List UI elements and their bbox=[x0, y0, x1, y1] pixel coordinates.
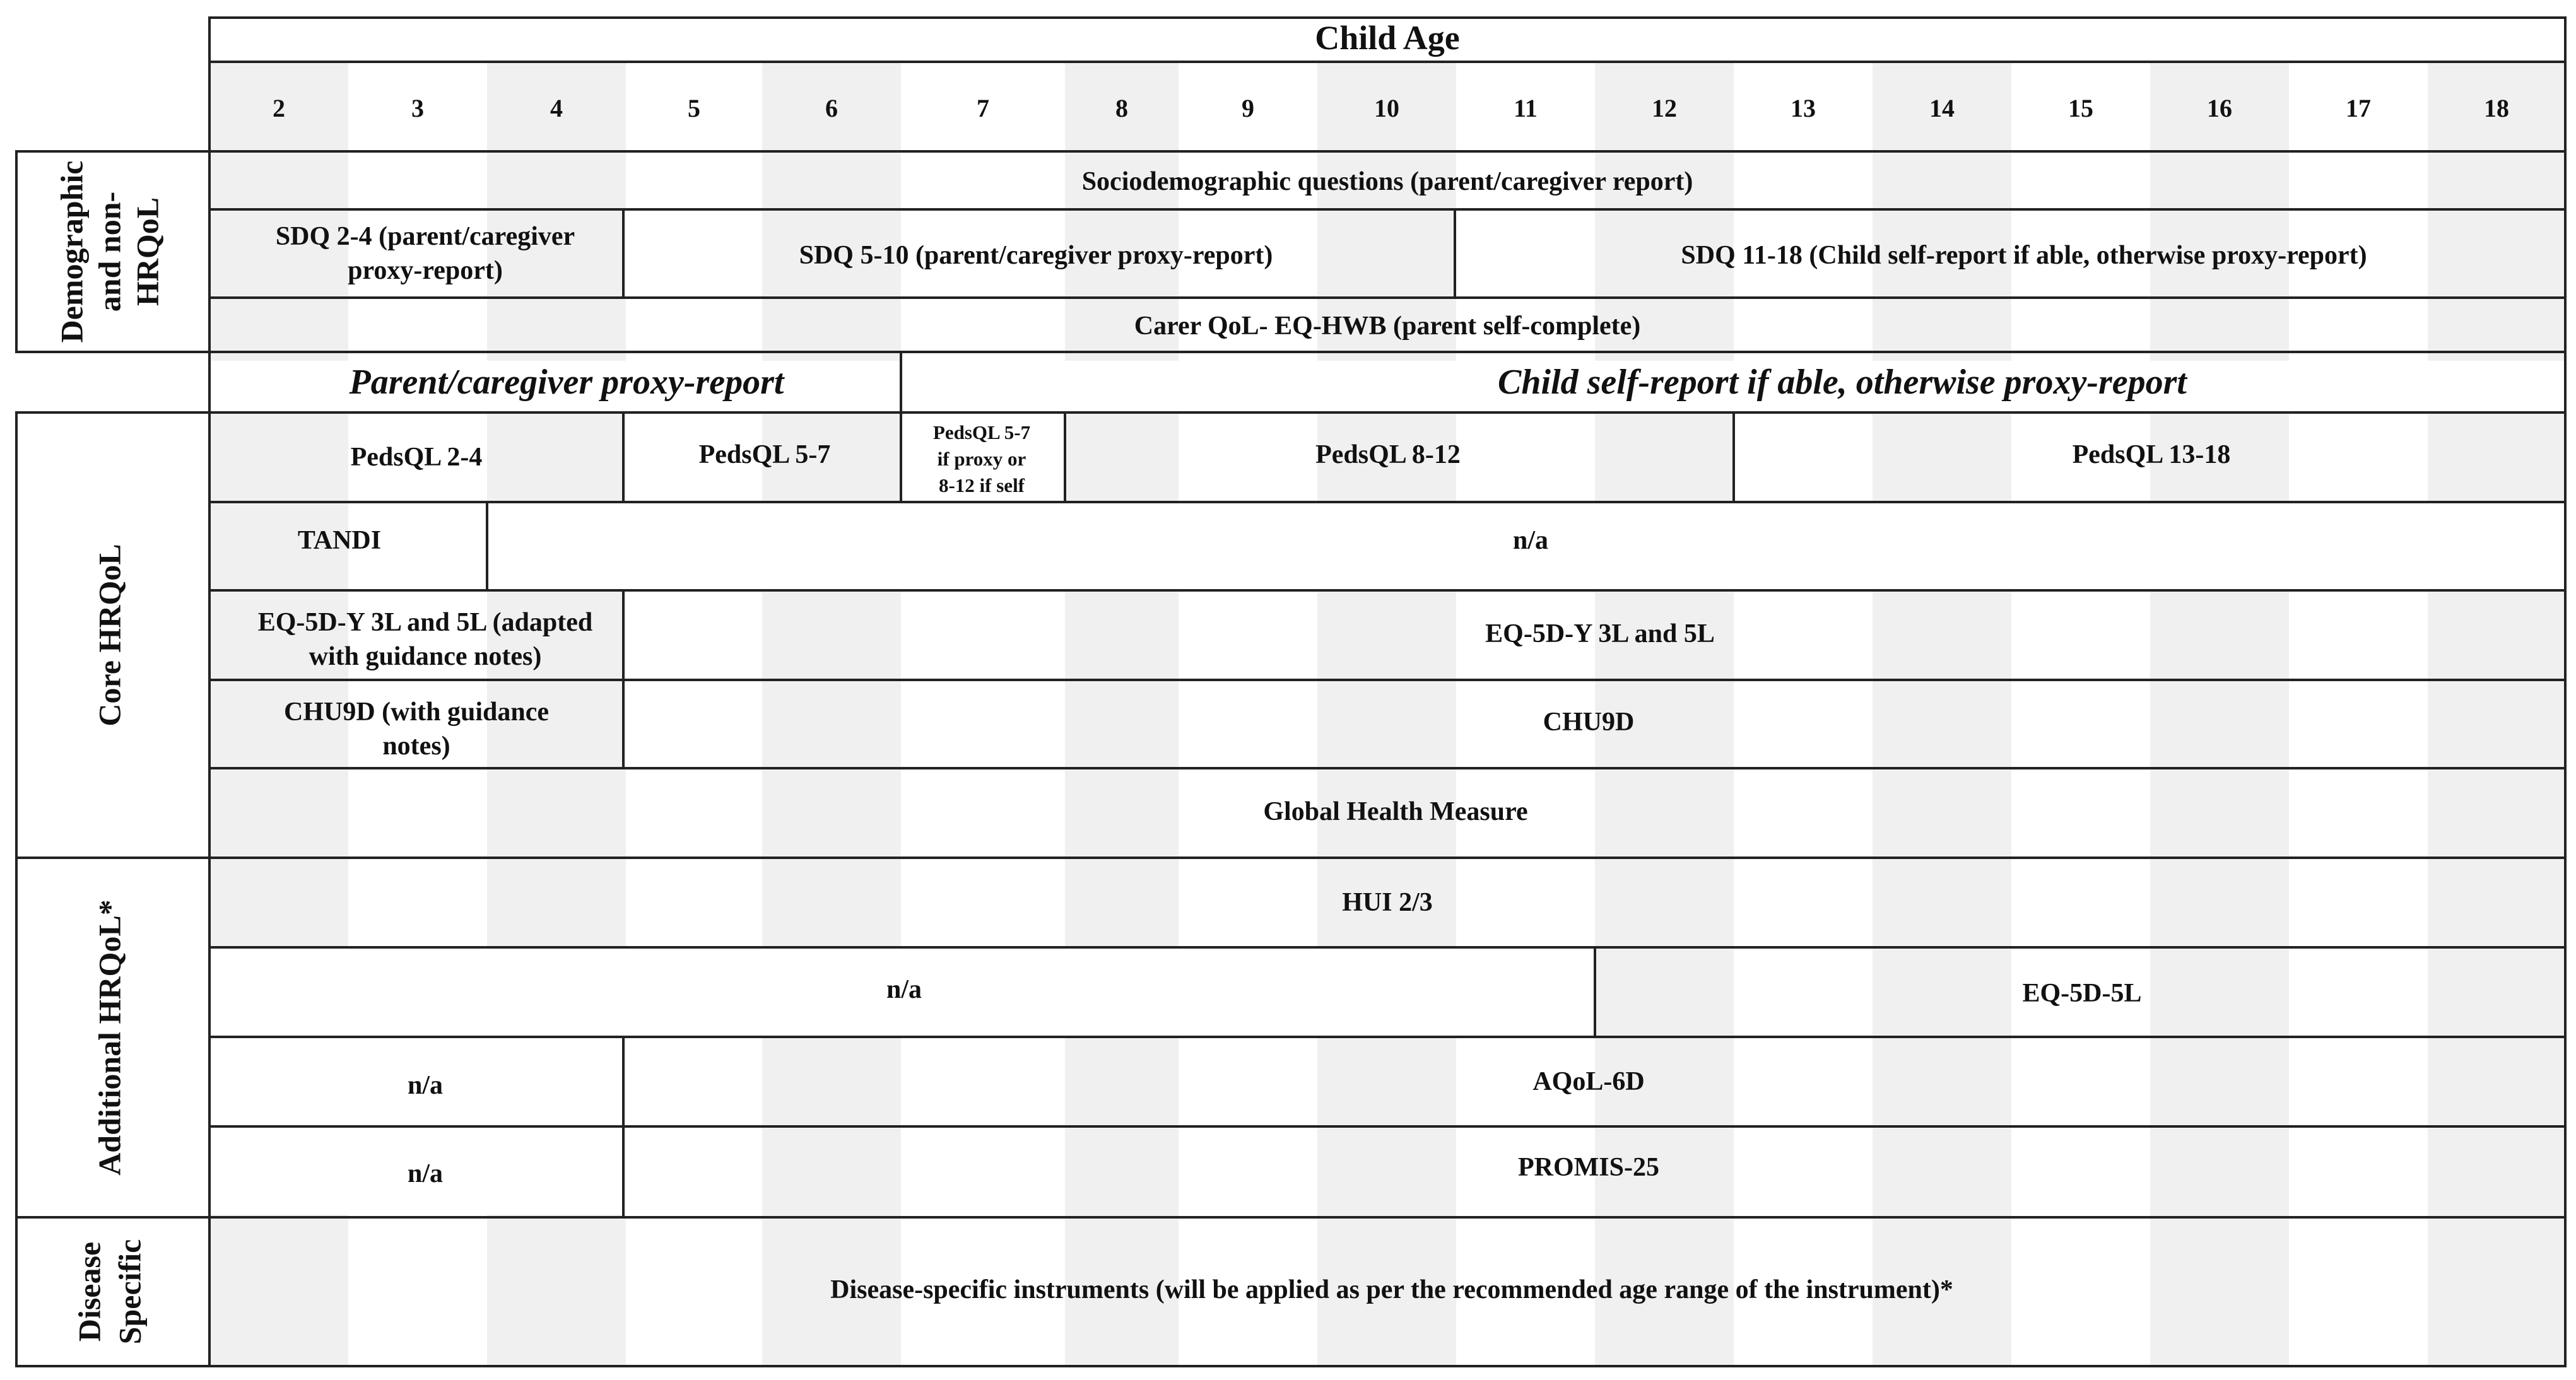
age-label: 9 bbox=[1242, 94, 1254, 122]
cell-global-health: Global Health Measure bbox=[1263, 797, 1528, 826]
age-label: 6 bbox=[825, 94, 838, 122]
cell-tandi: TANDI bbox=[297, 526, 382, 555]
section-label-line: Disease bbox=[71, 1241, 107, 1342]
section-label-additional bbox=[91, 899, 127, 1176]
cell-promis-na: n/a bbox=[407, 1159, 444, 1188]
cell-pedsql-age7-line3: 8-12 if self bbox=[938, 474, 1025, 496]
cell-pedsql-age7-line1: PedsQL 5-7 bbox=[932, 421, 1031, 443]
age-label: 4 bbox=[550, 94, 563, 122]
age-label: 16 bbox=[2207, 94, 2232, 122]
cell-eq5d5l-na: n/a bbox=[886, 975, 922, 1004]
cell-eq5dy-adapted-line1: EQ-5D-Y 3L and 5L (adapted bbox=[257, 608, 593, 637]
section-label-line: and non- bbox=[91, 191, 127, 312]
age-label: 13 bbox=[1791, 94, 1816, 122]
age-label: 11 bbox=[1514, 94, 1538, 122]
cell-sdq-5-10: SDQ 5-10 (parent/caregiver proxy-report) bbox=[799, 241, 1273, 270]
cell-sociodemographic: Sociodemographic questions (parent/caregiver report) bbox=[1081, 167, 1693, 196]
report-type-self: Child self-report if able, otherwise proxy-report bbox=[1498, 363, 2187, 402]
cell-chu9d-guidance-line1: CHU9D (with guidance bbox=[283, 698, 550, 727]
age-label: 15 bbox=[2068, 94, 2093, 122]
cell-promis: PROMIS-25 bbox=[1518, 1153, 1659, 1182]
section-label-core bbox=[91, 544, 127, 726]
section-label-text: Core HRQoL bbox=[91, 544, 127, 727]
cell-eq5dy: EQ-5D-Y 3L and 5L bbox=[1485, 619, 1715, 648]
shade-col-18 bbox=[2428, 62, 2565, 1366]
cell-pedsql-5-7: PedsQL 5-7 bbox=[698, 440, 831, 469]
age-label: 3 bbox=[411, 94, 424, 122]
report-type-proxy: Parent/caregiver proxy-report bbox=[349, 363, 784, 402]
age-label: 10 bbox=[1374, 94, 1399, 122]
age-label: 8 bbox=[1115, 94, 1128, 122]
cell-eq5d5l: EQ-5D-5L bbox=[2022, 979, 2142, 1008]
section-label-line: Specific bbox=[112, 1239, 148, 1345]
cell-aqol-na: n/a bbox=[407, 1071, 444, 1100]
cell-pedsql-2-4: PedsQL 2-4 bbox=[350, 443, 483, 472]
cell-sdq-2-4-line2: proxy-report) bbox=[348, 256, 503, 285]
cell-pedsql-13-18: PedsQL 13-18 bbox=[2072, 440, 2231, 469]
child-age-title: Child Age bbox=[1315, 19, 1460, 57]
age-label: 2 bbox=[273, 94, 285, 122]
cell-disease-instruments: Disease-specific instruments (will be applied as per the recommended age range of the instrument)* bbox=[830, 1275, 1953, 1304]
cell-hui: HUI 2/3 bbox=[1342, 888, 1433, 917]
age-label: 12 bbox=[1652, 94, 1677, 122]
cell-pedsql-age7-line2: if proxy or bbox=[937, 448, 1026, 470]
section-label-line: Demographic bbox=[54, 160, 90, 343]
age-label: 14 bbox=[1929, 94, 1955, 122]
age-label: 5 bbox=[688, 94, 700, 122]
cell-eq5dy-adapted-line2: with guidance notes) bbox=[309, 642, 542, 671]
shade-col-10 bbox=[1317, 62, 1456, 1366]
section-label-demographic bbox=[54, 161, 165, 343]
cell-sdq-2-4-line1: SDQ 2-4 (parent/caregiver bbox=[275, 222, 575, 251]
cell-tandi-na: n/a bbox=[1512, 526, 1549, 555]
section-label-line: HRQoL bbox=[129, 197, 165, 307]
cell-chu9d-guidance-line2: notes) bbox=[382, 732, 450, 761]
cell-carer-qol: Carer QoL- EQ-HWB (parent self-complete) bbox=[1134, 312, 1641, 341]
age-label: 18 bbox=[2484, 94, 2509, 122]
cell-chu9d: CHU9D bbox=[1543, 708, 1635, 737]
age-label: 7 bbox=[977, 94, 989, 122]
section-label-disease bbox=[71, 1239, 147, 1345]
cell-aqol: AQoL-6D bbox=[1532, 1067, 1645, 1096]
age-label: 17 bbox=[2346, 94, 2371, 122]
cell-pedsql-8-12: PedsQL 8-12 bbox=[1315, 440, 1461, 469]
section-label-text: Additional HRQoL* bbox=[91, 899, 127, 1176]
cell-sdq-11-18: SDQ 11-18 (Child self-report if able, otherwise proxy-report) bbox=[1681, 241, 2367, 270]
